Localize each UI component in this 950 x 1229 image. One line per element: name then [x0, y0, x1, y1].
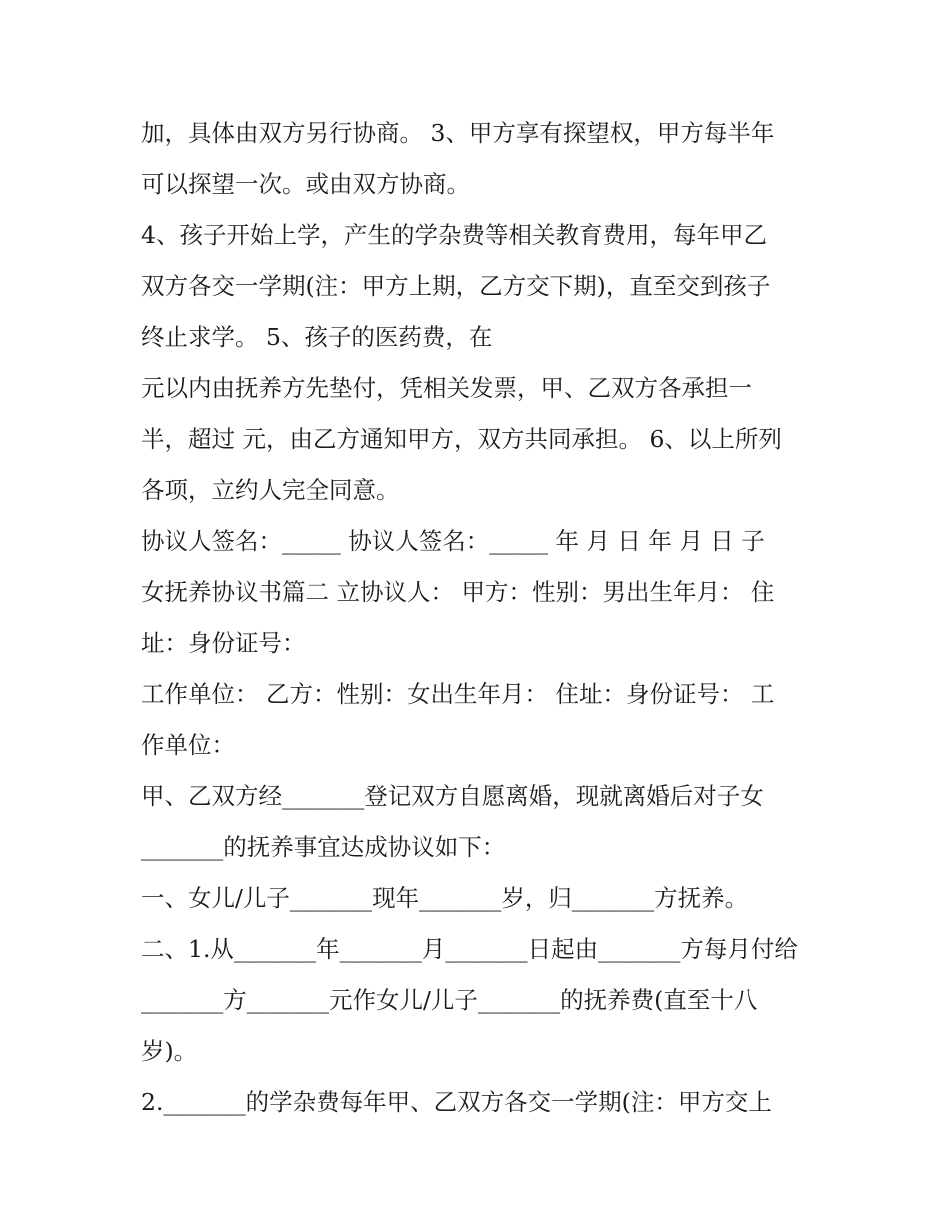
text-line: 元以内由抚养方先垫付，凭相关发票，甲、乙双方各承担一	[141, 374, 752, 402]
text-line: 二、1.从_______年_______月_______日起由_______方每月付给	[141, 935, 798, 963]
text-line: 协议人签名：_____ 协议人签名：_____ 年 月 日 年 月 日 子	[141, 527, 765, 555]
text-line: 址：身份证号：	[141, 629, 306, 657]
text-line: 甲、乙双方经_______登记双方自愿离婚，现就离婚后对子女	[141, 782, 764, 810]
text-line: 女抚养协议书篇二 立协议人： 甲方：性别：男出生年月： 住	[141, 578, 775, 606]
text-line: 4、孩子开始上学，产生的学杂费等相关教育费用，每年甲乙	[141, 221, 767, 249]
text-line: _______的抚养事宜达成协议如下：	[141, 833, 506, 861]
text-line: 工作单位： 乙方：性别：女出生年月： 住址：身份证号： 工	[141, 680, 775, 708]
text-line: _______方_______元作女儿/儿子_______的抚养费(直至十八	[141, 986, 758, 1014]
text-line: 加，具体由双方另行协商。 3、甲方享有探望权，甲方每半年	[141, 119, 775, 147]
text-line: 一、女儿/儿子_______现年_______岁，归_______方抚养。	[141, 884, 749, 912]
text-line: 可以探望一次。或由双方协商。	[141, 170, 470, 198]
text-line: 岁)。	[141, 1037, 198, 1065]
document-body	[141, 108, 821, 1128]
text-line: 2._______的学杂费每年甲、乙双方各交一学期(注：甲方交上	[141, 1088, 772, 1116]
text-line: 各项，立约人完全同意。	[141, 476, 400, 504]
text-line: 终止求学。 5、孩子的医药费，在	[141, 323, 493, 351]
text-line: 双方各交一学期(注：甲方上期，乙方交下期)，直至交到孩子	[141, 272, 771, 300]
text-line: 半，超过 元，由乙方通知甲方，双方共同承担。 6、以上所列	[141, 425, 782, 453]
text-line: 作单位：	[141, 731, 235, 759]
